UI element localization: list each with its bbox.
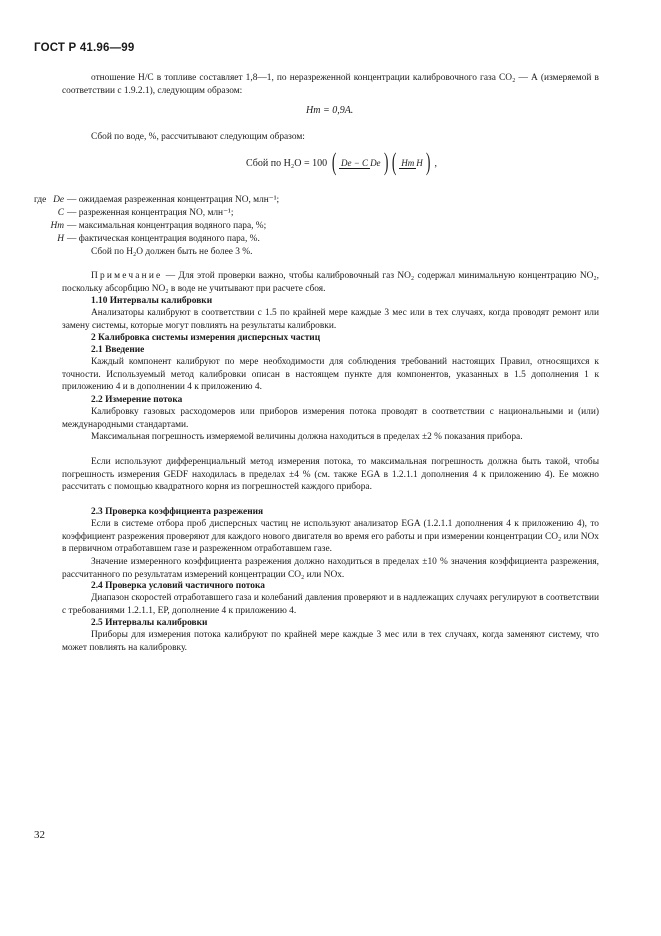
fraction-numerator: Hm (401, 158, 415, 168)
paragraph: Каждый компонент калибруют по мере необходимости для соблюдения требований настоящих Правил, относящихся к точности. Используемый метод калибровки описан в настоящем пункте для компонентов, указанных в 1.5 дополнения 1 к приложению 4 и в дополнении 4 к приложению 4. (62, 357, 599, 393)
fraction-denominator: H (416, 158, 423, 168)
fraction-denominator: De (370, 158, 381, 168)
paragraph: Анализаторы калибруют в соответствии с 1.5 по крайней мере каждые 3 мес или в тех случаях, когда проводят ремонт или замену системы, которые могут повлиять на результаты калибровки. (62, 308, 599, 331)
paren-close: ) (425, 149, 431, 176)
formula-hm: Нm = 0,9А. (306, 105, 354, 116)
paragraph: Если используют дифференциальный метод измерения потока, то максимальная погрешность должна быть такой, чтобы погрешность измерения GEDF находилась в пределах ±4 % (см. также EGA в 1.2.1.1 дополнения 4 к приложению 4). Ее можно рассчитать с помощью квадратного корня из погрешностей каждого прибора. (62, 457, 599, 493)
where-lead: где (34, 195, 47, 205)
where-item: H — фактическая концентрация водяного пара, %. (57, 234, 260, 244)
fraction-concentration (339, 157, 381, 169)
page-number: 32 (34, 829, 45, 841)
paragraph: отношение Н/С в топливе составляет 1,8—1, по неразреженной концентрации калибровочного газа CO₂ — А (измеряемой в соответствии с 1.9.2.1), следующим образом: (62, 73, 599, 96)
where-item: C — разреженная концентрация NO, млн⁻¹; (57, 208, 234, 218)
where-item: De — ожидаемая разреженная концентрация NO, млн⁻¹; (53, 195, 280, 205)
paragraph: Калибровку газовых расходомеров или приборов измерения потока проводят в соответствии с национальными и (или) международными стандартами. (62, 407, 599, 430)
note-text: — Для этой проверки важно, чтобы калибровочный газ NO₂ содержал минимальную концентрацию NO₂, поскольку абсорбцию NO₂ в воде не учитывают при расчете сбоя. (62, 271, 599, 294)
paragraph: Диапазон скоростей отработавшего газа и колебаний давления проверяют и в надлежащих случаях регулируют в соответствии с требованиями 1.2.1.1, ЕР, дополнение 4 к приложению 4. (62, 593, 599, 616)
paragraph-limit: Сбой по H₂O должен быть не более 3 %. (91, 247, 253, 257)
document-header: ГОСТ Р 41.96—99 (34, 42, 135, 54)
paragraph: Если в системе отбора проб дисперсных частиц не используют анализатор EGA (1.2.1.1 дополнения 4 к приложению 4), то коэффициент разрежения проверяют для каждого нового двигателя во время его работы и при измерении концентрации CO₂ или NOx в первичном отработавшем газе и разреженном отработавшем газе. (62, 519, 599, 555)
note-label: Примечание (91, 271, 163, 281)
section-heading: 2.2 Измерение потока (91, 395, 183, 405)
paren-open: ( (331, 149, 337, 176)
paren-close: ) (383, 149, 389, 176)
section-heading: 2 Калибровка системы измерения дисперсных частиц (91, 333, 321, 343)
paragraph: Сбой по воде, %, рассчитывают следующим образом: (91, 132, 305, 142)
paren-open: ( (391, 149, 397, 176)
section-heading: 2.1 Введение (91, 345, 145, 355)
formula-tail: , (434, 157, 438, 169)
formula-water-interference (246, 150, 437, 184)
where-item: Hm — максимальная концентрация водяного пара, %; (50, 221, 267, 231)
section-heading: 2.4 Проверка условий частичного потока (91, 581, 265, 591)
note (62, 270, 599, 295)
section-heading: 2.3 Проверка коэффициента разрежения (91, 507, 264, 517)
section-heading: 1.10 Интервалы калибровки (91, 296, 213, 306)
formula-lhs: Сбой по H₂O = 100 (246, 157, 328, 169)
paragraph: Приборы для измерения потока калибруют по крайней мере каждые 3 мес или в тех случаях, когда заменяют систему, что может повлиять на калибровку. (62, 630, 599, 653)
paragraph: Значение измеренного коэффициента разрежения должно находиться в пределах ±10 % значения коэффициента разрежения, рассчитанного по результатам измерений концентрации CO₂ или NOx. (62, 557, 599, 580)
paragraph: Максимальная погрешность измеряемой величины должна находиться в пределах ±2 % показания прибора. (91, 432, 523, 442)
fraction-water (399, 157, 423, 169)
fraction-numerator: De − C (340, 158, 369, 168)
section-heading: 2.5 Интервалы калибровки (91, 618, 208, 628)
